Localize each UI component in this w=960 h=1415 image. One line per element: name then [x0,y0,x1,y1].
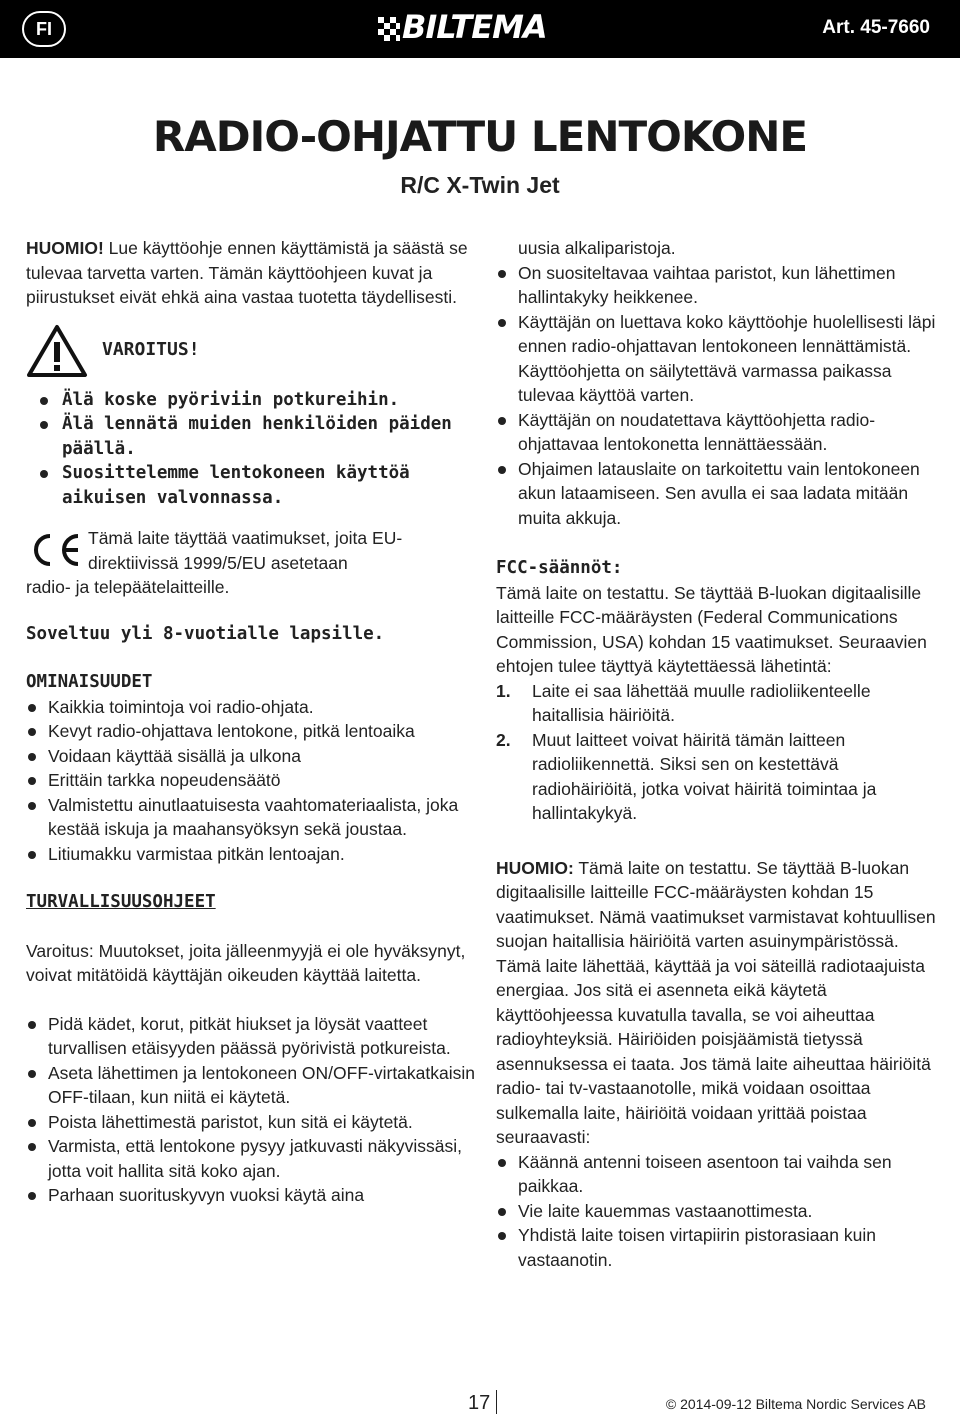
list-item [496,728,940,826]
age-recommendation: Soveltuu yli 8-vuotialle lapsille. [26,623,385,644]
list-item: Litiumakku varmistaa pitkän lentoajan. [26,842,478,867]
list-item: Vie laite kauemmas vastaanottimesta. [496,1199,940,1224]
condition-number: 2. [496,729,511,750]
ce-text: Tämä laite täyttää vaatimukset, joita EU-direktiivissä 1999/5/EU asetetaan [88,528,403,573]
safety-intro: Varoitus: Muutokset, joita jälleenmyyjä ei ole hyväksynyt, voivat mitätöidä käyttäjän oikeuden käyttää laitetta. [26,940,466,985]
ce-text-tail: radio- ja telepäätelaitteille. [26,577,230,597]
language-badge: FI [22,11,66,47]
list-item: Pidä kädet, korut, pitkät hiukset ja löysät vaatteet turvallisen etäisyyden päässä pyörivistä potkureista. [26,1012,478,1061]
list-item: Älä koske pyöriviin potkureihin. [26,388,478,413]
list-item: Varmista, että lentokone pysyy jatkuvasti näkyvissäsi, jotta voit hallita sitä koko ajan. [26,1134,478,1183]
remedies-list [496,1150,940,1273]
footer-divider [496,1390,497,1414]
condition-number: 1. [496,680,511,701]
condition-text: Laite ei saa lähettää muulle radioliikenteelle haitallisia häiriöitä. [532,680,871,725]
brand-logo: BILTEMA [402,8,547,46]
page-header [0,0,960,58]
list-item: Käännä antenni toiseen asentoon tai vaihda sen paikkaa. [496,1150,940,1199]
page-subtitle: R/C X-Twin Jet [400,172,560,198]
left-column [26,236,478,1208]
notice-text: Lue käyttöohje ennen käyttämistä ja säästä se tulevaa tarvetta varten. Tämän käyttöohjeen kuvat ja piirustukset eivät ehkä aina vastaa tuotetta täydellisesti. [26,238,468,307]
list-item: Valmistettu ainutlaatuisesta vaahtomateriaalista, joka kestää iskuja ja maahansyöksyn sekä joustaa. [26,793,478,842]
warning-heading [26,322,478,380]
safety-heading: TURVALLISUUSOHJEET [26,892,216,912]
list-item: Suosittelemme lentokoneen käyttöä aikuisen valvonnassa. [26,461,478,510]
list-item: Parhaan suorituskyvyn vuoksi käytä aina [26,1183,478,1208]
list-item: Kaikkia toimintoja voi radio-ohjata. [26,695,478,720]
fcc-conditions [496,679,940,826]
page-number: 17 [468,1392,491,1414]
features-list [26,695,478,867]
features-heading: OMINAISUUDET [26,672,153,692]
list-item: Älä lennätä muiden henkilöiden päiden päällä. [26,412,478,461]
warning-triangle-icon [26,324,88,378]
ce-mark-icon [26,532,82,568]
warning-title: VAROITUS! [102,339,200,361]
note-label: HUOMIO: [496,857,574,878]
list-item: Ohjaimen latauslaite on tarkoitettu vain lentokoneen akun lataamiseen. Sen avulla ei saa ladata mitään muita akkuja. [496,457,940,531]
list-item: Yhdistä laite toisen virtapiirin pistorasiaan kuin vastaanotin. [496,1223,940,1272]
fcc-heading: FCC-säännöt: [496,558,623,578]
article-number: Art. 45-7660 [822,17,930,38]
note-text: Tämä laite on testattu. Se täyttää B-luokan digitaalisille laitteille FCC-määräysten kohdan 15 vaatimukset. Nämä vaatimukset varmistavat kohtuullisen suojan haitallisia häiriöitä varten asuinympäristössä. Tämä laite lähettää, käyttää ja voi säteillä radiotaajuista energiaa. Jos sitä ei asenneta eikä käytetä käyttöohjeessa kuvatulla tavalla, se voi aiheuttaa radioyhteyksiä. Häiriöiden poisjäämistä tietyssä asennuksessa ei taata. Jos tämä laite aiheuttaa häiriöitä radio- tai tv-vastaanotolle, mikä voidaan osoittaa sulkemalla laite, häiriöitä voidaan yrittää poistaa seuraavasti: [496,857,936,1147]
note-paragraph [496,856,940,1150]
list-item: Aseta lähettimen ja lentokoneen ON/OFF-virtakatkaisin OFF-tilaan, kun niitä ei käytetä. [26,1061,478,1110]
warning-list [26,388,478,511]
page-title: RADIO-OHJATTU LENTOKONE [152,112,808,161]
list-item: Kevyt radio-ohjattava lentokone, pitkä lentoaika [26,719,478,744]
fcc-intro: Tämä laite on testattu. Se täyttää B-luokan digitaalisille laitteille FCC-määräysten (Federal Communications Commission, USA) kohdan 15 vaatimukset. Seuraavien ehtojen tulee täyttyä käytettäessä lähetintä: [496,582,927,676]
right-column [496,236,940,1272]
list-item [496,679,940,728]
notice-label: HUOMIO! [26,238,104,258]
ce-declaration [26,526,478,600]
list-item: Käyttäjän on luettava koko käyttöohje huolellisesti läpi ennen radio-ohjattavan lentokoneen lennättämistä. Käyttöohjetta on säilytettävä varmassa paikassa tulevaa käyttöä varten. [496,310,940,408]
list-item: Voidaan käyttää sisällä ja ulkona [26,744,478,769]
notice-paragraph [26,236,478,310]
list-item: Erittäin tarkka nopeudensäätö [26,768,478,793]
list-item: On suositeltavaa vaihtaa paristot, kun lähettimen hallintakyky heikkenee. [496,261,940,310]
condition-text: Muut laitteet voivat häiritä tämän laitteen radioliikennettä. Siksi sen on kestettävä radiohäiriöitä, jotka voivat häiritä toimintaa ja hallintakykyä. [532,729,877,823]
continuation-text: uusia alkaliparistoja. [518,238,676,258]
copyright: © 2014-09-12 Biltema Nordic Services AB [665,1396,926,1412]
safety-list-continued [496,261,940,531]
list-item: Poista lähettimestä paristot, kun sitä ei käytetä. [26,1110,478,1135]
list-item: Käyttäjän on noudatettava käyttöohjetta radio-ohjattavaa lentokonetta lennättäessään. [496,408,940,457]
safety-list [26,1012,478,1208]
checkered-flag-icon [378,17,400,41]
